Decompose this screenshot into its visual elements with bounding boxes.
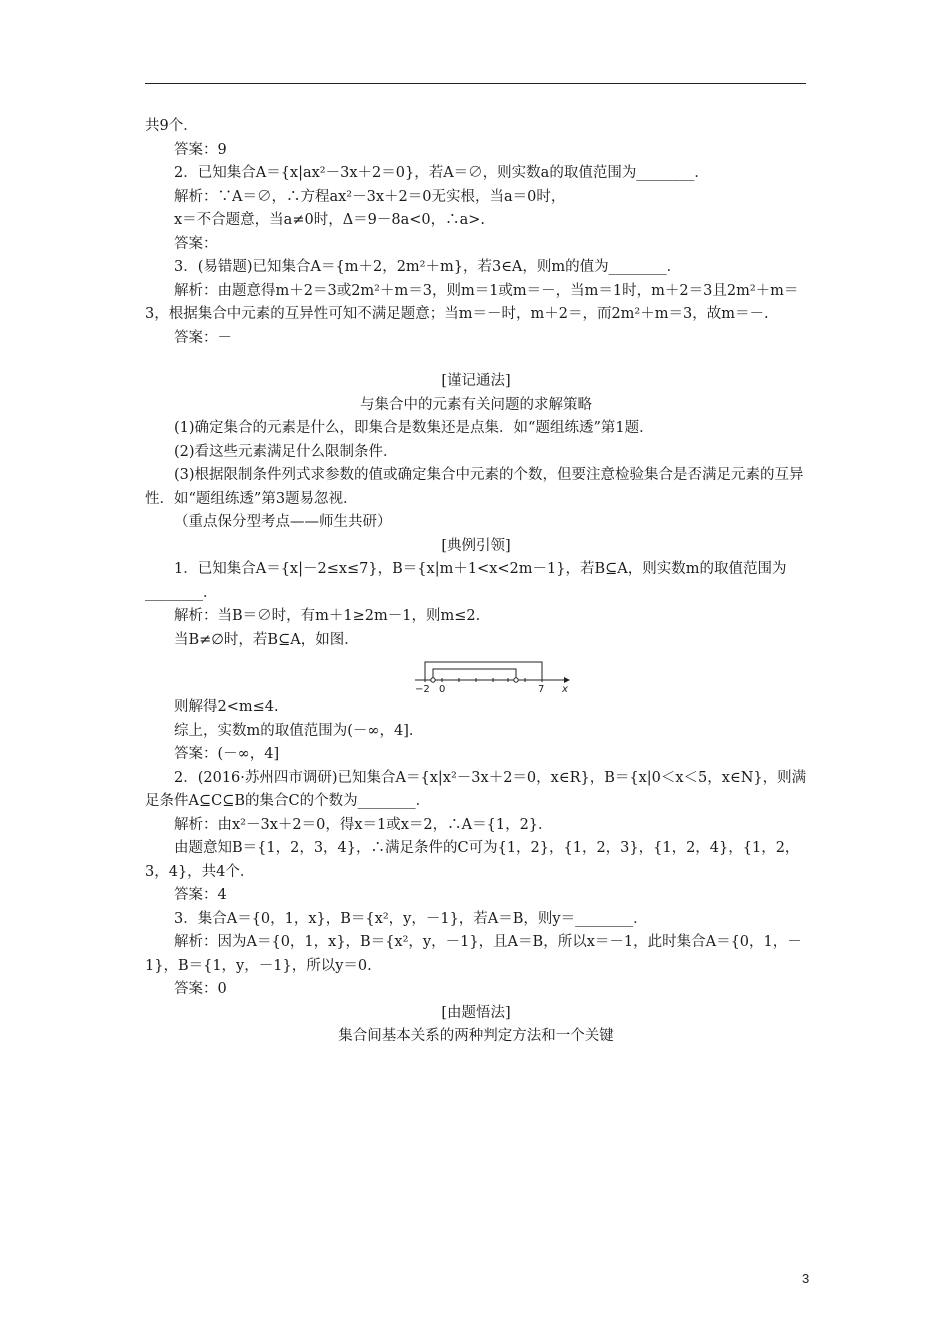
- analysis-line: 则解得2<m≤4.: [174, 699, 279, 715]
- question-2: 2．已知集合A＝{x|ax²－3x＋2＝0}，若A＝∅，则实数a的取值范围为________．: [174, 165, 709, 181]
- example-1: 1．已知集合A＝{x|－2≤x≤7}，B＝{x|m＋1<x<2m－1}，若B⊆A，则实数m的取值范围为________．: [145, 561, 787, 601]
- analysis-line: 解析：∵A＝∅，∴方程ax²－3x＋2＝0无实根，当a＝0时，: [174, 188, 566, 205]
- strategy-item: (3)根据限制条件列式求参数的值或确定集合中元素的个数，但要注意检验集合是否满足元素的互异性．如“题组练透”第3题易忽视．: [145, 467, 804, 507]
- tick-label-neg2: −2: [415, 684, 430, 694]
- analysis-line: 当B≠∅时，若B⊆A，如图．: [174, 631, 359, 648]
- answer-line: 答案：4: [174, 887, 227, 903]
- text-line: 共9个．: [145, 118, 198, 134]
- page-number: 3: [802, 1271, 810, 1286]
- question-3: 3．(易错题)已知集合A＝{m＋2，2m²＋m}，若3∈A，则m的值为________．: [174, 259, 682, 275]
- answer-line: 答案：9: [174, 141, 227, 158]
- section-heading: [典例引领]: [441, 537, 511, 554]
- analysis-line: x＝不合题意，当a≠0时，Δ＝9－8a<0，∴a>.: [174, 212, 486, 228]
- strategy-item: (1)确定集合的元素是什么，即集合是数集还是点集．如“题组练透”第1题．: [174, 420, 654, 436]
- axis-arrow-icon: [564, 677, 570, 683]
- strategy-item: (2)看这些元素满足什么限制条件．: [174, 443, 398, 460]
- analysis-line: 解析：因为A＝{0，1，x}，B＝{x²，y，－1}，且A＝B，所以x＝－1，此时集合A＝{0，1，－1}，B＝{1，y，－1}，所以y＝0.: [145, 934, 802, 974]
- answer-line: 答案：: [174, 235, 218, 252]
- tick-label-7: 7: [538, 684, 545, 694]
- answer-line: 答案：－: [174, 329, 232, 346]
- open-endpoint-left: [431, 678, 435, 682]
- section-subheading: 与集合中的元素有关问题的求解策略: [360, 396, 592, 413]
- document-body: [145, 115, 807, 1049]
- analysis-line: 解析：当B＝∅时，有m＋1≥2m－1，则m≤2.: [174, 608, 481, 624]
- section-heading: [由题悟法]: [441, 1004, 511, 1021]
- tick-label-0: 0: [439, 684, 446, 694]
- number-line-figure: [412, 656, 572, 694]
- analysis-line: 由题意知B＝{1，2，3，4}，∴满足条件的C可为{1，2}，{1，2，3}，{1，2，4}，{1，2，3，4}，共4个．: [145, 840, 800, 880]
- set-b-bracket: [433, 669, 516, 680]
- example-2: 2．(2016·苏州四市调研)已知集合A＝{x|x²－3x＋2＝0，x∈R}，B＝{x|0＜x＜5，x∈N}，则满足条件A⊆C⊆B的集合C的个数为________．: [145, 769, 807, 809]
- header-rule: [145, 83, 806, 84]
- analysis-line: 解析：由题意得m＋2＝3或2m²＋m＝3，则m＝1或m＝－，当m＝1时，m＋2＝3且2m²＋m＝3，根据集合中元素的互异性可知不满足题意；当m＝－时，m＋2＝，而2m²＋m＝3，故m＝－.: [145, 282, 799, 322]
- topic-label: （重点保分型考点——师生共研）: [174, 514, 392, 530]
- answer-line: 答案：(－∞，4]: [174, 746, 280, 762]
- axis-label-x: x: [562, 684, 568, 694]
- example-3: 3．集合A＝{0，1，x}，B＝{x²，y，－1}，若A＝B，则y＝________．: [174, 910, 648, 927]
- section-heading: [谨记通法]: [441, 373, 511, 389]
- set-a-bracket: [425, 662, 542, 680]
- analysis-line: 综上，实数m的取值范围为(－∞，4]．: [174, 722, 424, 739]
- answer-line: 答案：0: [174, 981, 227, 997]
- open-endpoint-right: [514, 678, 518, 682]
- section-subheading: 集合间基本关系的两种判定方法和一个关键: [338, 1028, 614, 1044]
- analysis-line: 解析：由x²－3x＋2＝0，得x＝1或x＝2，∴A＝{1，2}．: [174, 816, 553, 833]
